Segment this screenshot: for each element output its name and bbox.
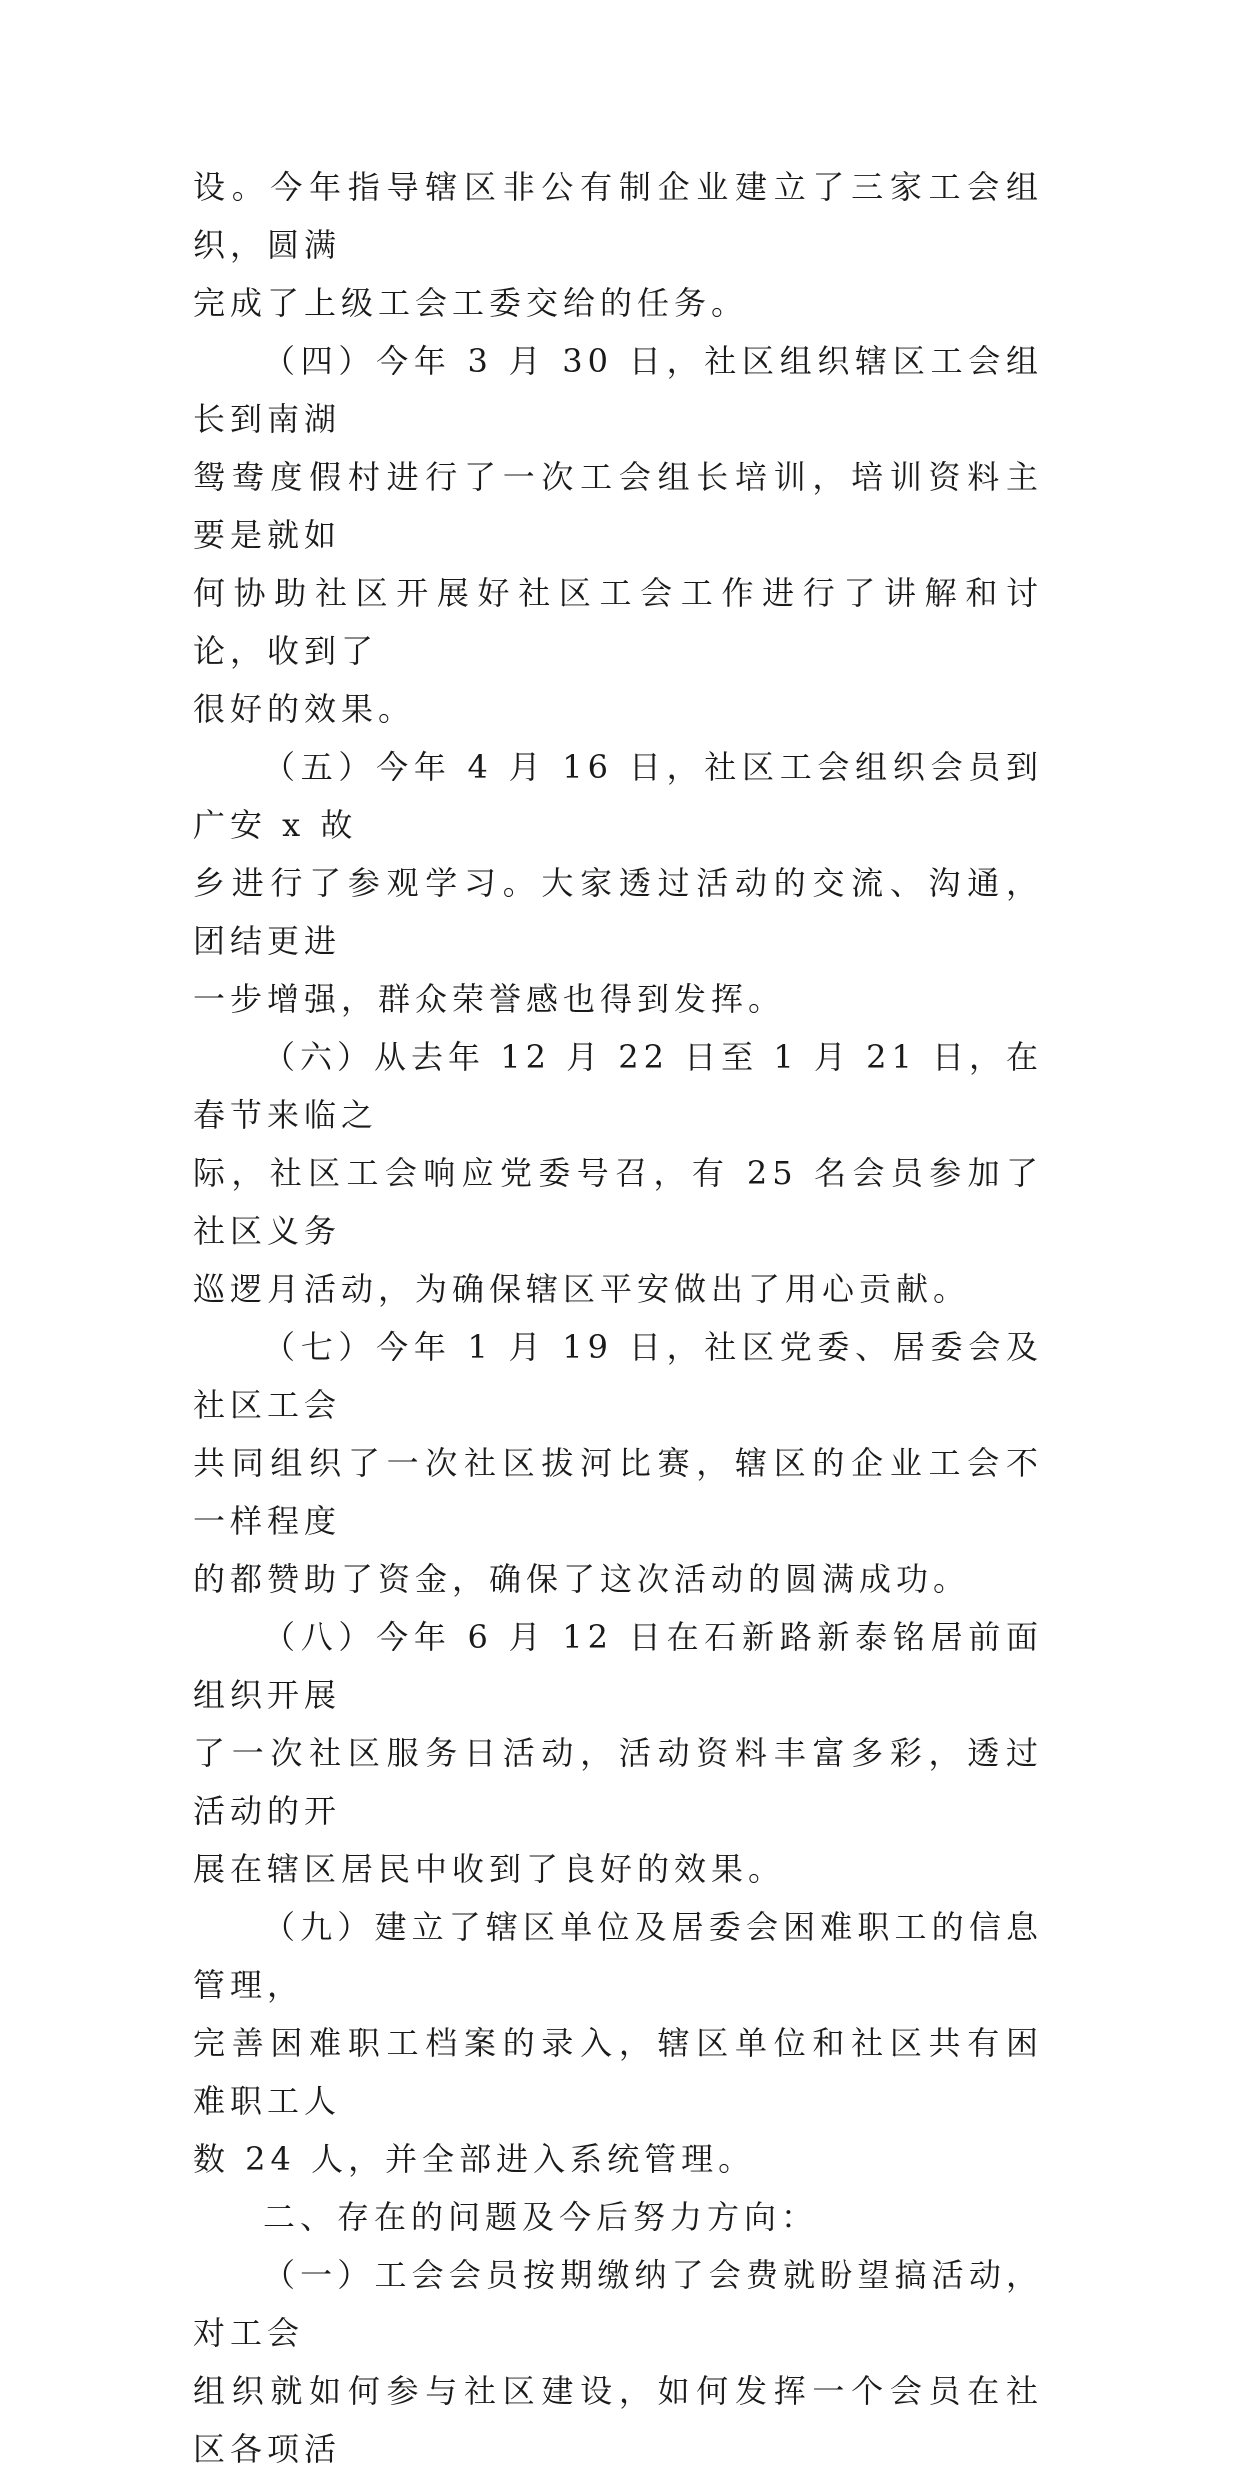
text-line: 乡进行了参观学习。大家透过活动的交流、沟通，团结更进 [193,864,1043,960]
text-line: 组织就如何参与社区建设，如何发挥一个会员在社区各项活 [193,2372,1043,2468]
text-line: 何协助社区开展好社区工会工作进行了讲解和讨论，收到了 [193,574,1043,670]
text-line: 完善困难职工档案的录入，辖区单位和社区共有困难职工人 [193,2024,1043,2120]
text-line: 的都赞助了资金，确保了这次活动的圆满成功。 [193,1560,971,1598]
text-line: （八）今年 6 月 12 日在石新路新泰铭居前面组织开展 [193,1618,1043,1714]
text-line: 鸳鸯度假村进行了一次工会组长培训，培训资料主要是就如 [193,458,1043,554]
text-line: 了一次社区服务日活动，活动资料丰富多彩，透过活动的开 [193,1734,1043,1830]
text-line: 一步增强，群众荣誉感也得到发挥。 [193,980,786,1018]
text-line: （六）从去年 12 月 22 日至 1 月 21 日，在春节来临之 [193,1038,1043,1134]
document-body [193,158,1043,2478]
text-line: （七）今年 1 月 19 日，社区党委、居委会及社区工会 [193,1328,1043,1424]
text-line: 展在辖区居民中收到了良好的效果。 [193,1850,786,1888]
text-line: 数 24 人，并全部进入系统管理。 [193,2140,756,2178]
text-line: 共同组织了一次社区拔河比赛，辖区的企业工会不一样程度 [193,1444,1043,1540]
text-line: 完成了上级工会工委交给的任务。 [193,284,749,322]
text-line: 设。今年指导辖区非公有制企业建立了三家工会组织，圆满 [193,168,1043,264]
text-line: （五）今年 4 月 16 日，社区工会组织会员到广安 x 故 [193,748,1043,844]
section-heading: 二、存在的问题及今后努力方向： [263,2198,819,2236]
text-line: 巡逻月活动，为确保辖区平安做出了用心贡献。 [193,1270,971,1308]
text-line: （四）今年 3 月 30 日，社区组织辖区工会组长到南湖 [193,342,1043,438]
text-line: 际，社区工会响应党委号召，有 25 名会员参加了社区义务 [193,1154,1043,1250]
text-line: （一）工会会员按期缴纳了会费就盼望搞活动，对工会 [193,2256,1043,2352]
text-line: 很好的效果。 [193,690,416,728]
text-line: （九）建立了辖区单位及居委会困难职工的信息管理， [193,1908,1043,2004]
